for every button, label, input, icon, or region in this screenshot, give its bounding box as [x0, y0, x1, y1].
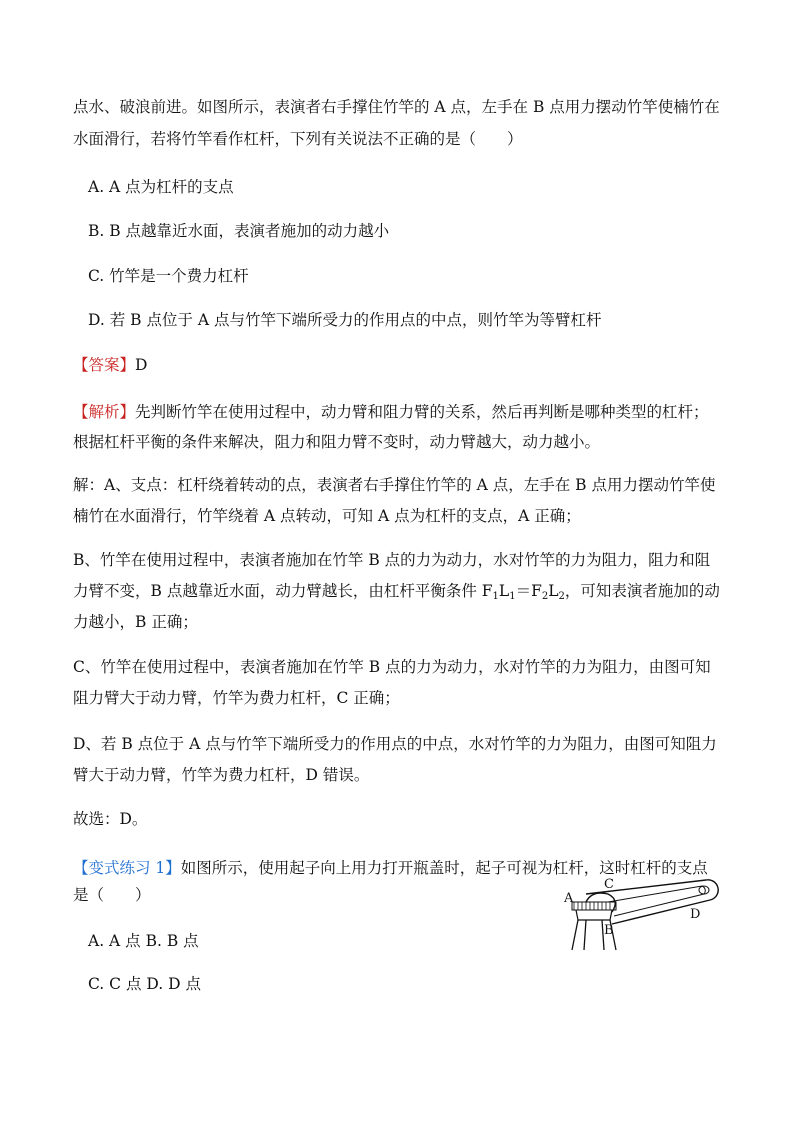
option-c: C. 竹竿是一个费力杠杆 [88, 267, 249, 285]
bottle-opener-figure [556, 872, 726, 952]
solution-a-line-1: 解：A、支点：杠杆绕着转动的点，表演者右手撑住竹竿的 A 点，左手在 B 点用力摆动竹竿使 [73, 476, 716, 494]
answer-tag: 【答案】 [73, 356, 136, 374]
question-line-1: 点水、破浪前进。如图所示，表演者右手撑住竹竿的 A 点，左手在 B 点用力摆动竹竿使楠竹在 [73, 98, 720, 116]
solution-b-line-1: B、竹竿在使用过程中，表演者施加在竹竿 B 点的力为动力，水对竹竿的力为阻力，阻力和阻 [73, 551, 711, 569]
label-c: C [604, 877, 614, 892]
option-a: A. A 点为杠杆的支点 [88, 178, 234, 196]
analysis-line-1: 【解析】先判断竹竿在使用过程中，动力臂和阻力臂的关系，然后再判断是哪种类型的杠杆； [73, 403, 709, 421]
variant-tag: 【变式练习 1】 [73, 859, 181, 877]
solution-a-line-2: 楠竹在水面滑行，竹竿绕着 A 点转动，可知 A 点为杠杆的支点，A 正确； [73, 507, 581, 525]
option-d: D. 若 B 点位于 A 点与竹竿下端所受力的作用点的中点，则竹竿为等臂杠杆 [88, 311, 602, 329]
solution-conclusion: 故选：D。 [73, 810, 148, 828]
cap-ridges [574, 902, 610, 910]
question-line-2: 水面滑行，若将竹竿看作杠杆，下列有关说法不正确的是（ ） [73, 130, 523, 148]
label-d: D [690, 907, 701, 922]
solution-c-line-1: C、竹竿在使用过程中，表演者施加在竹竿 B 点的力为动力，水对竹竿的力为阻力，由图可知 [73, 658, 711, 676]
variant-option-ab: A. A 点 B. B 点 [88, 932, 199, 950]
option-b: B. B 点越靠近水面，表演者施加的动力越小 [88, 222, 390, 240]
answer-line [73, 350, 723, 380]
variant-line-2: 是（ ） [73, 886, 151, 904]
label-b: B [604, 923, 614, 938]
analysis-tag: 【解析】 [73, 403, 136, 421]
solution-d-line-2: 臂大于动力臂，竹竿为费力杠杆，D 错误。 [73, 766, 370, 784]
solution-d-line-1: D、若 B 点位于 A 点与竹竿下端所受力的作用点的中点，水对竹竿的力为阻力，由图可知阻力 [73, 735, 717, 753]
solution-b-line-3: 力越小，B 正确； [73, 613, 198, 631]
variant-line-1: 【变式练习 1】如图所示，使用起子向上用力打开瓶盖时，起子可视为杠杆，这时杠杆的支点 [73, 859, 708, 877]
solution-b-line-2: 力臂不变，B 点越靠近水面，动力臂越长，由杠杆平衡条件 $F_1L_1=F_2L_2$，可知表演者施加的动 [73, 582, 720, 602]
label-a: A [564, 891, 574, 906]
solution-c-line-2: 阻力臂大于动力臂，竹竿为费力杠杆，C 正确； [73, 689, 400, 707]
answer-value: D [135, 356, 148, 374]
bottle-neck [576, 910, 612, 920]
analysis-line-2: 根据杠杆平衡的条件来解决，阻力和阻力臂不变时，动力臂越大，动力越小。 [73, 433, 601, 451]
variant-option-cd: C. C 点 D. D 点 [88, 975, 201, 993]
